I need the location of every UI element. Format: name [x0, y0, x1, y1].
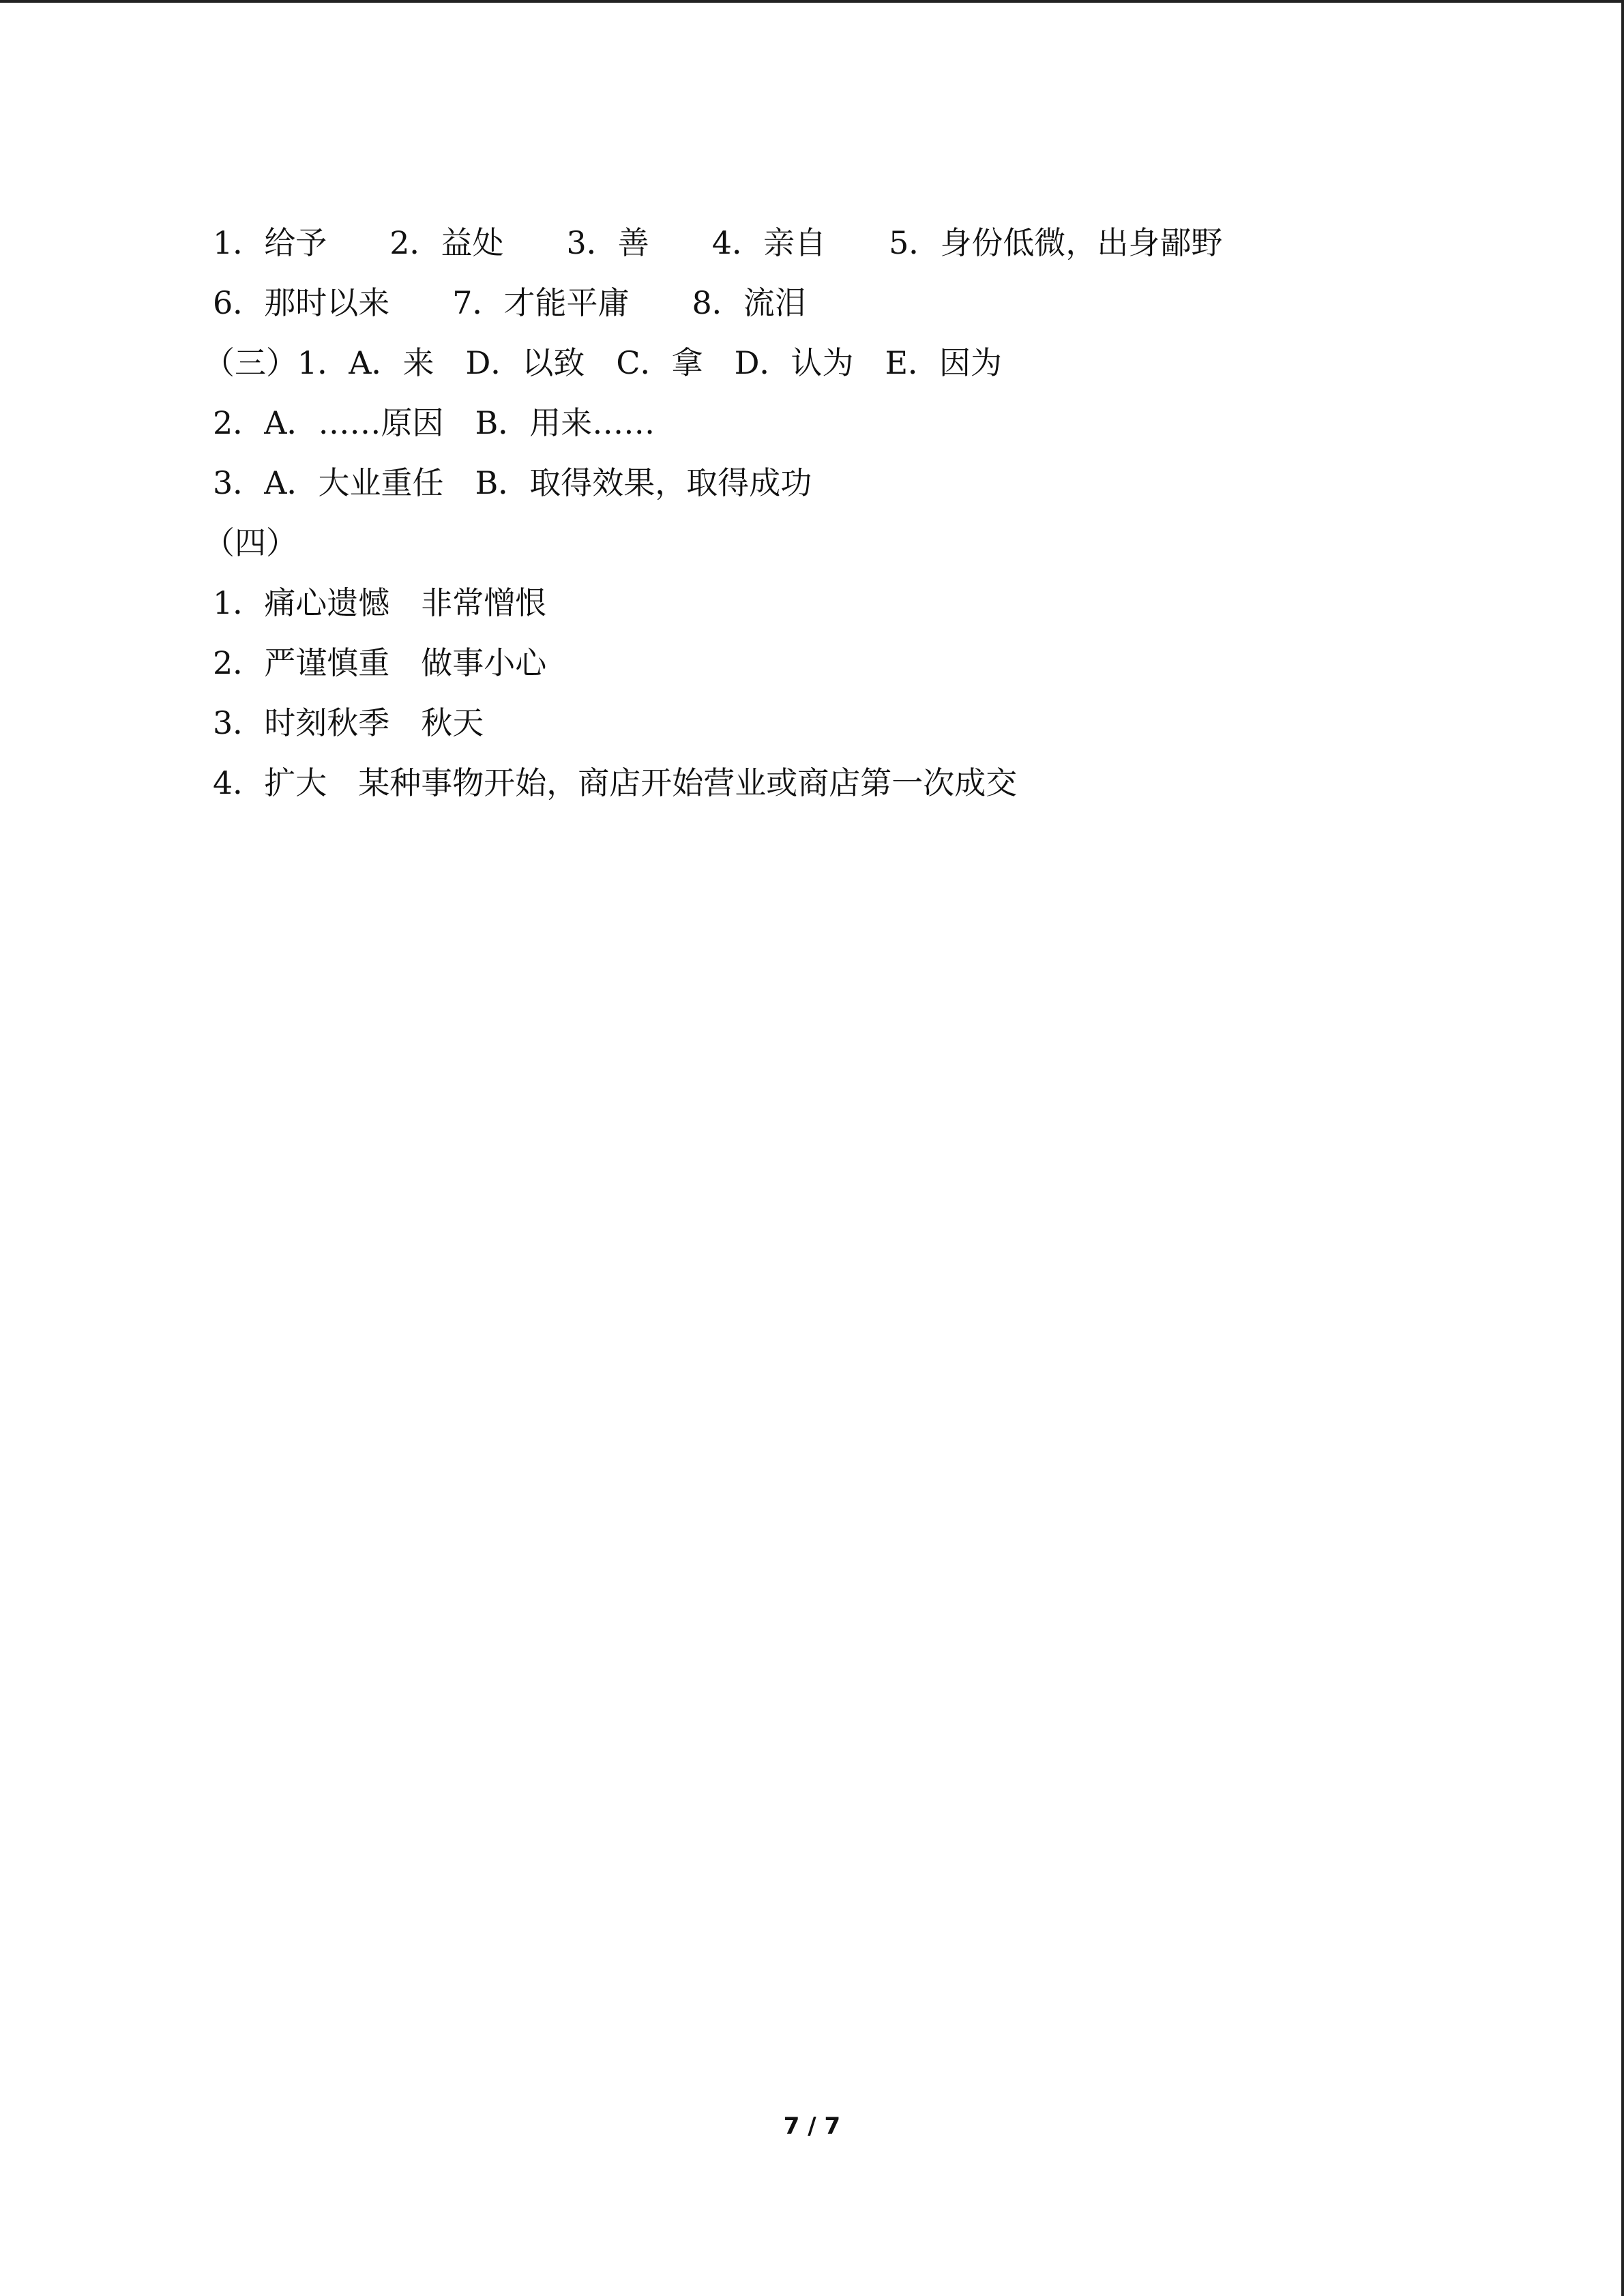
answer-line-8: 2．严谨慎重 做事小心: [213, 644, 547, 681]
answer-line-1: 1．给予 2．益处 3．善 4．亲自 5．身份低微，出身鄙野: [213, 224, 1223, 261]
answer-line-5: 3．A．大业重任 B．取得效果，取得成功: [213, 464, 812, 501]
answer-content: [203, 213, 1441, 813]
page-border-right: [1621, 0, 1624, 2296]
answer-line-10: 4．扩大 某种事物开始，商店开始营业或商店第一次成交: [213, 764, 1018, 801]
answer-line-2: 6．那时以来 7．才能平庸 8．流泪: [213, 284, 806, 321]
page-border-top: [0, 0, 1624, 3]
answer-line-9: 3．时刻秋季 秋天: [213, 704, 484, 741]
section-four-heading: （四）: [203, 524, 297, 561]
section-three-line: （三）1．A．来 D．以致 C．拿 D．认为 E．因为: [203, 344, 1003, 381]
page-number: 7 / 7: [783, 2113, 841, 2140]
answer-line-4: 2．A．……原因 B．用来……: [213, 404, 655, 441]
answer-line-7: 1．痛心遗憾 非常憎恨: [213, 584, 547, 621]
